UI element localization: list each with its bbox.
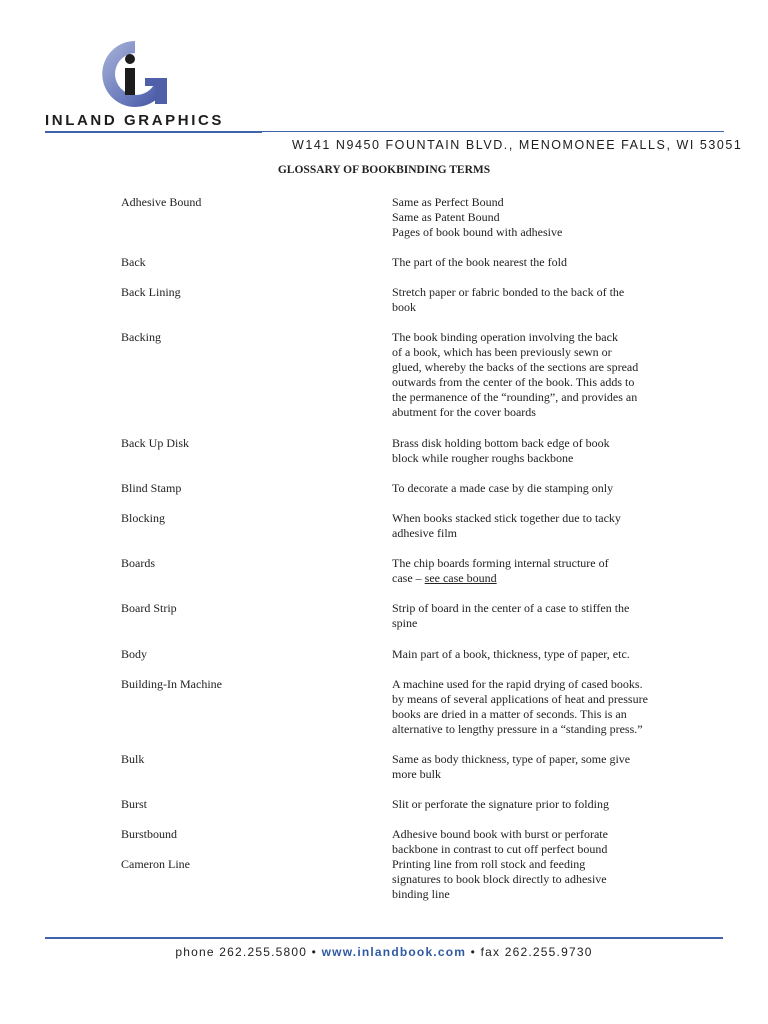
glossary-term: Blocking	[121, 511, 165, 525]
glossary-definition: The part of the book nearest the fold	[392, 255, 567, 269]
glossary-definition: A machine used for the rapid drying of cased books. by means of several applications of heat and pressure books are dried in a matter of seconds. This is an alternative to lengthy pressure in a “standing press.”	[392, 677, 648, 737]
glossary-term: Building-In Machine	[121, 677, 222, 691]
glossary-term: Board Strip	[121, 601, 177, 615]
glossary-term: Burstbound	[121, 827, 178, 841]
footer-phone: phone 262.255.5800	[175, 945, 308, 959]
glossary-term: Blind Stamp	[121, 481, 182, 495]
footer-website-link[interactable]: www.inlandbook.com	[321, 945, 467, 959]
glossary-definition: Same as Perfect Bound Same as Patent Bound Pages of book bound with adhesive	[392, 195, 563, 240]
glossary-definition: To decorate a made case by die stamping only	[392, 481, 614, 495]
company-name: INLAND GRAPHICS	[45, 112, 225, 129]
glossary-term: Bulk	[121, 752, 145, 766]
glossary-definition: Brass disk holding bottom back edge of book block while rougher roughs backbone	[392, 436, 610, 466]
glossary-term: Cameron Line	[121, 857, 190, 871]
glossary-term: Burst	[121, 797, 148, 811]
footer-fax: fax 262.255.9730	[480, 945, 593, 959]
footer-contact	[0, 945, 768, 959]
glossary-definition: Adhesive bound book with burst or perforate backbone in contrast to cut off perfect bound	[392, 827, 608, 857]
glossary-term: Body	[121, 647, 148, 661]
glossary-definition: Printing line from roll stock and feeding signatures to book block directly to adhesive binding line	[392, 857, 607, 902]
glossary-definition: The book binding operation involving the back of a book, which has been previously sewn or glued, whereby the backs of the sections are spread outwards from the center of the book. This adds to the permanence of the “rounding”, and provides an abutment for the cover boards	[392, 330, 639, 420]
glossary-term: Back	[121, 255, 146, 269]
company-address: W141 N9450 FOUNTAIN BLVD., MENOMONEE FALLS, WI 53051	[292, 138, 743, 152]
glossary-definition: The chip boards forming internal structure of case – see case bound	[392, 556, 609, 586]
glossary-term: Back Up Disk	[121, 436, 189, 450]
footer-separator: •	[311, 945, 318, 959]
glossary-term: Backing	[121, 330, 161, 344]
glossary-term: Adhesive Bound	[121, 195, 202, 209]
glossary-definition: Strip of board in the center of a case to stiffen the spine	[392, 601, 630, 631]
page-title: GLOSSARY OF BOOKBINDING TERMS	[277, 164, 491, 176]
footer-separator: •	[470, 945, 477, 959]
glossary-definition: Slit or perforate the signature prior to folding	[392, 797, 609, 811]
footer-rule	[45, 937, 723, 939]
see-case-bound-link[interactable]: see case bound	[424, 571, 497, 586]
glossary-definition: Main part of a book, thickness, type of paper, etc.	[392, 647, 630, 661]
glossary-definition: Stretch paper or fabric bonded to the back of the book	[392, 285, 625, 315]
glossary-definition: When books stacked stick together due to tacky adhesive film	[392, 511, 621, 541]
glossary-definition: Same as body thickness, type of paper, some give more bulk	[392, 752, 631, 782]
glossary-term: Boards	[121, 556, 155, 570]
glossary-term: Back Lining	[121, 285, 181, 299]
